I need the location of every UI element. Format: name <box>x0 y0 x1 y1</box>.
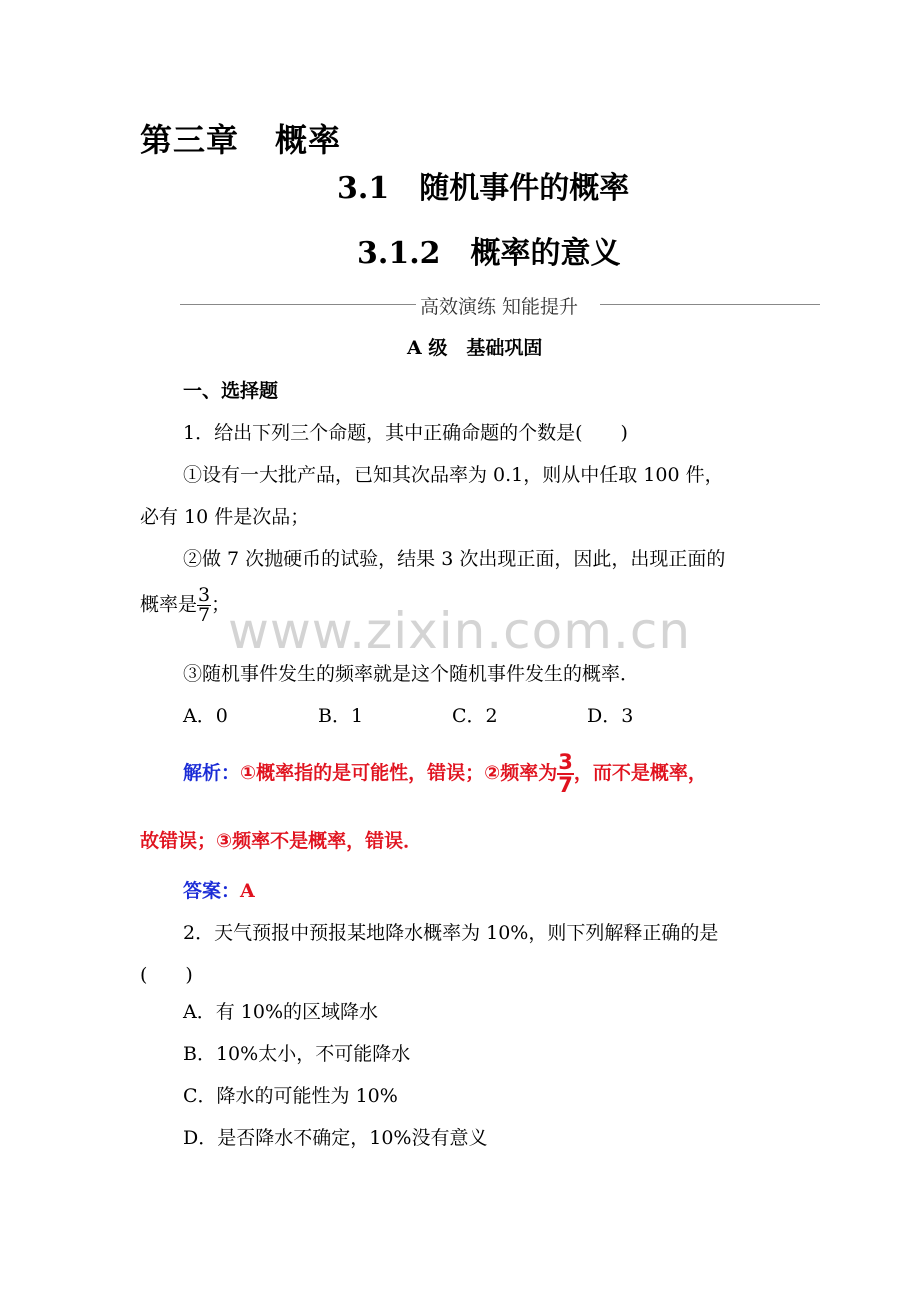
watermark: www.zixin.com.cn <box>228 602 692 660</box>
analysis-fraction-denominator: 7 <box>558 773 573 797</box>
section-title: 3.1 随机事件的概率 <box>337 171 630 206</box>
q1-item1-line2: 必有 10 件是次品； <box>140 506 310 528</box>
chapter-name: 概率 <box>275 121 342 159</box>
q1-answer <box>183 876 255 903</box>
q1-item1-line1: ①设有一大批产品，已知其次品率为 0.1，则从中任取 100 件， <box>183 464 724 486</box>
q1-item2-prefix: 概率是 <box>140 593 198 616</box>
q1-item3: ③随机事件发生的频率就是这个随机事件发生的概率． <box>183 663 640 685</box>
q1-option-b: B．1 <box>318 705 364 727</box>
practice-banner <box>180 292 820 318</box>
q1-item2-line1: ②做 7 次抛硬币的试验，结果 3 次出现正面，因此，出现正面的 <box>183 548 726 570</box>
q1-item2-line2 <box>140 586 230 625</box>
chapter-heading <box>140 115 341 161</box>
banner-divider-left <box>180 304 416 305</box>
q2-option-b: B．10%太小，不可能降水 <box>183 1043 411 1065</box>
analysis-text-1: ①概率指的是可能性，错误；②频率为 <box>240 762 558 784</box>
subsection-title: 3.1.2 概率的意义 <box>357 236 621 271</box>
analysis-label: 解析： <box>183 762 241 784</box>
banner-divider-right <box>600 304 820 305</box>
fraction <box>197 586 211 625</box>
analysis-line-2: 故错误；③频率不是概率，错误． <box>140 830 423 852</box>
q1-analysis <box>183 752 707 796</box>
q2-stem-line2: ( ) <box>140 964 193 986</box>
q1-item2-suffix: ； <box>211 593 231 616</box>
q1-option-d: D．3 <box>587 705 634 727</box>
q1-option-c: C．2 <box>452 705 498 727</box>
q2-option-a: A．有 10%的区域降水 <box>183 1001 378 1023</box>
q2-option-d: D．是否降水不确定，10%没有意义 <box>183 1127 488 1149</box>
answer-value: A <box>240 880 255 902</box>
q2-option-c: C．降水的可能性为 10% <box>183 1085 398 1107</box>
analysis-fraction-numerator: 3 <box>558 750 573 774</box>
fraction-denominator: 7 <box>198 604 211 626</box>
analysis-fraction <box>557 752 574 796</box>
q1-option-a: A．0 <box>183 705 228 727</box>
q2-stem-line1: 2．天气预报中预报某地降水概率为 10%，则下列解释正确的是 <box>183 922 719 944</box>
part-title: 一、选择题 <box>183 380 279 402</box>
q1-stem: 1．给出下列三个命题，其中正确命题的个数是( ) <box>183 422 628 444</box>
banner-text: 高效演练 知能提升 <box>418 292 580 319</box>
chapter-title: 第三章 <box>140 121 240 159</box>
analysis-text-2: ，而不是概率， <box>573 762 707 784</box>
answer-label: 答案： <box>183 880 241 902</box>
fraction-numerator: 3 <box>198 584 211 606</box>
level-title: A 级 基础巩固 <box>407 337 543 359</box>
